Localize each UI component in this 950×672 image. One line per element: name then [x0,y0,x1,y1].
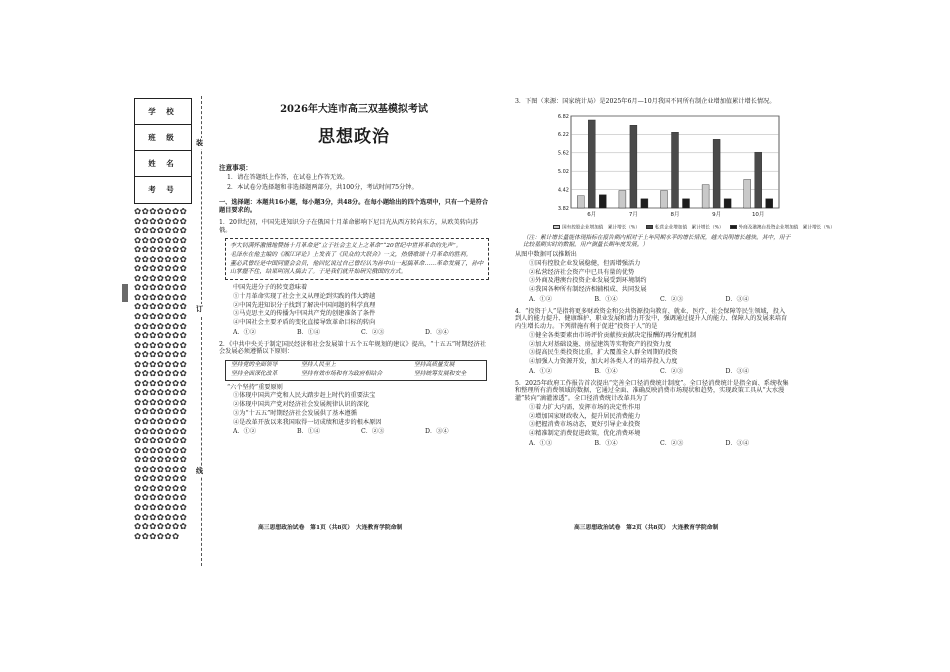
bar-state-owned [744,179,751,208]
chart-note: （注：累计增长量能体现指标在报告期内相对于上年同期水平的增长情况，越大说明增长越快。其中，用于比较基期实时的数据。用户测量长期年度发展。） [523,234,791,248]
table-cell: 坚持全面深化改革 [231,371,278,378]
y-tick-label: 3.82 [557,205,569,212]
y-tick-label: 6.82 [557,113,569,120]
bar-foreign [599,195,606,208]
binding-mark-xian: 线 [196,466,203,475]
question-5-stem: 5．2025年政府工作报告首次提出“完善全口径消费统计制度”。全口径消费统计是指全面、系统收集和整理所有消费领域的数据，它通过全面、准确反映消费市场现状和趋势，实现政策工具从“大水漫灌”转向“滴灌渗透”。全口径消费统计改革具为了 [515,379,789,402]
bar-private [755,152,762,208]
table-cell: 坚持人民至上 [300,362,336,369]
bar-private [588,120,595,208]
answer-c: C．②③ [361,328,385,336]
table-cell: 坚持高质量发展 [413,362,455,369]
exam-number-field: 考 号 [148,185,178,195]
legend-swatch [553,225,560,229]
question-4-stem: 4．“投资于人”是指将更多财政资金和公共资源投向教育、就业、医疗、社会保障等民生领域，投入到人的能力提升、健康维护、职业发展和潜力开发中，强调通过提升人的能力、保障人的发展来培育内生增长动力。下列措施有利于促进“投资于人”的是 [515,307,788,330]
x-tick-label: 6月 [587,211,597,218]
legend-label: 外商及港澳台投资企业增加值 累计增长（%） [738,225,835,230]
option-statement: ④加强人力资源开发，加大对各类人才的培养投入力度 [529,358,678,365]
answer-choices [219,329,489,337]
option-statement: ①十月革命实现了社会主义从理论到实践的伟大跨越 [233,292,376,300]
answer-c: C．②③ [660,439,684,447]
question-1-lead: 中国先进分子的转变意味着 [233,284,308,292]
option-statement: ②加大对基础设施、房屋建筑等实物资产的投资力度 [529,340,672,348]
answer-a: A．①② [529,295,553,303]
option-statement: ④中国社会主要矛盾的变化直接导致革命目标的转向 [233,319,376,327]
answer-a: A．①② [529,367,553,375]
exam-title: 2026年大连市高三双基模拟考试 [280,104,428,115]
option-statement: ③为“十五五”时期经济社会发展供了基本遵循 [233,409,357,417]
answer-choices [515,296,791,304]
answer-a: A．①③ [529,439,553,447]
binding-column [134,98,192,563]
page-2-footer: 高三思想政治试卷 第2页（共8页） 大连教育学院命制 [574,525,719,531]
notice-heading: 注意事项： [219,163,252,172]
bar-private [672,132,679,208]
school-field: 学 校 [135,99,191,125]
question-2-lead: “六个坚持”重要原则 [227,383,283,391]
x-tick-label: 8月 [670,211,680,218]
option-statement: ①健全各类要素由市场评价贡献按贡献决定报酬的再分配机制 [529,331,697,339]
legend-label: 私营企业增加值 累计增长（%） [654,225,724,230]
binding-mark-zhuang: 装 [196,138,203,147]
bar-foreign [724,199,731,208]
option-statement: ①体现中国共产党和人民大踏步赶上时代的重要法宝 [233,392,376,400]
bar-private [713,139,720,208]
answer-b: B．①④ [594,367,618,375]
option-statement: ④是改革开放以来我国取得一切成绩和进步的根本原因 [233,418,382,426]
notice-item: 2．本试卷分选择题和非选择题两部分，共100分，考试时间75分钟。 [227,183,418,191]
answer-choices [515,440,791,448]
legend-swatch [646,225,653,229]
option-statement: ③外商及港澳台投资企业发展受到环境制约 [529,277,647,285]
table-cell: 坚持统筹发展和安全 [413,371,467,378]
class-field: 班 级 [135,125,191,151]
legend-label: 国有控股企业增加值 累计增长（%） [562,225,640,230]
chart-legend [553,225,835,231]
bar-state-owned [577,195,584,207]
notice-item: 1．请在答题纸上作答，在试卷上作答无效。 [227,173,349,181]
answer-c: C．②③ [361,428,385,436]
option-statement: ②私营经济社会资产中已具有量的优势 [529,268,635,276]
y-tick-label: 4.42 [557,187,569,194]
option-statement: ③把握消费市场动态，更好引导企业投资 [529,421,641,429]
quote-line: 李大钊满怀激情地赞扬十月革命是“立于社会主义上之革命”“20世纪中世界革命的先声”。 [230,243,462,250]
binding-mark-ding: 订 [196,304,203,313]
name-field: 姓 名 [135,151,191,177]
table-row [226,361,487,371]
answer-d: D．③④ [725,367,750,375]
answer-b: B．①④ [594,295,618,303]
decorative-flower-border: ✿✿✿✿✿✿✿✿✿✿✿✿✿✿✿✿✿✿✿✿✿✿✿✿✿✿✿✿✿✿✿✿✿✿✿✿✿✿✿✿✿✿✿✿✿✿✿✿✿✿✿✿✿✿✿✿✿✿✿✿✿✿✿✿✿✿✿✿✿✿✿✿✿✿✿✿✿✿✿✿✿✿✿✿✿✿✿✿✿✿✿✿✿✿✿✿✿✿✿✿✿✿✿✿✿✿✿✿✿✿✿✿✿✿✿✿✿✿✿✿✿✿✿✿✿✿✿✿✿✿✿✿✿✿✿✿✿✿✿✿✿✿✿✿✿✿✿✿✿✿✿✿✿✿✿✿✿✿✿✿✿✿✿✿✿✿✿✿✿✿✿✿✿✿✿✿✿✿✿✿✿✿✿✿✿✿✿✿✿✿✿✿✿✿✿✿✿✿✿✿✿✿✿✿✿✿✿✿✿✿✿✿✿✿✿✿✿✿✿✿✿✿✿✿✿✿✿✿✿✿✿✿✿✿✿✿✿✿✿✿✿✿✿✿ [134,208,188,542]
option-statement: ①国有控股企业发展稳健，但需增强活力 [529,259,641,267]
x-tick-label: 10月 [751,211,765,218]
question-1-quote-box [225,238,489,280]
bar-state-owned [619,190,626,207]
option-statement: ②体现中国共产党对经济社会发展规律认识的深化 [233,401,370,409]
option-statement: ③马克思主义的传播为中国共产党的创建准备了条件 [233,310,376,318]
growth-chart [547,112,835,232]
option-statement: ②中国先进知识分子找到了解决中国问题的科学真理 [233,301,376,309]
page-1-footer: 高三思想政治试卷 第1页（共8页） 大连教育学院命制 [258,525,403,531]
answer-b: B．①④ [297,428,321,436]
table-row [226,370,487,380]
section-heading: 一、选择题：本题共16小题，每小题3分，共48分。在每小题给出的四个选项中，只有一个是符合题目要求的。 [219,199,489,215]
legend-item [730,225,835,231]
option-statement: ②增加国家财政收入，提升居民消费能力 [529,412,641,420]
x-tick-label: 9月 [712,211,722,218]
x-tick-label: 7月 [628,211,638,218]
principles-table [225,360,487,380]
bar-foreign [683,199,690,208]
answer-a: A．①② [233,428,257,436]
question-3-lead: 从图中数据可以推断出 [515,251,577,258]
answer-a: A．①② [233,328,257,336]
answer-d: D．③④ [425,428,449,436]
bar-state-owned [661,190,668,207]
bar-foreign [641,199,648,208]
bar-state-owned [702,184,709,207]
question-3-stem: 3．下图（来源：国家统计局）是2025年6月—10月我国不同所有制企业增加值累计增长情况。 [515,98,776,105]
y-tick-label: 5.02 [557,168,569,175]
table-cell: 坚持党的全面领导 [231,362,278,369]
answer-d: D．③④ [725,295,750,303]
option-statement: ①着力扩大内需，发挥市场的决定性作用 [529,403,641,411]
growth-chart-svg [547,112,792,220]
quote-line: 毛泽东在他主编的《湘江评论》上发表了《民众的大联合》一文，热情歌颂十月革命的胜利。 [230,252,472,259]
legend-item [553,225,640,231]
answer-d: D．③④ [725,439,750,447]
answer-b: B．①④ [297,328,321,336]
option-statement: ③提高民生类投资比重，扩大覆盖全人群全周期的投资 [529,349,678,357]
bar-private [630,125,637,208]
y-tick-label: 5.62 [557,150,569,157]
answer-c: C．②③ [660,295,684,303]
answer-b: B．①④ [594,439,618,447]
answer-d: D．③④ [425,328,449,336]
binding-dashed-line [201,96,202,566]
bar-foreign [766,199,773,208]
quote-line: 董必武曾经是中国同盟会会员，他回忆说过自己曾经认为孙中山一起搞革命……革命发展了，孙中山掌握不住，结果叫别人搞去了。于是我们就开始研究俄国的方式。 [230,260,484,275]
y-tick-label: 6.22 [557,131,569,138]
question-2-stem: 2．《中共中央关于制定国民经济和社会发展第十五个五年规划的建议》提出，“十五五”时期经济社会发展必须遵循以下原则： [219,340,487,356]
option-statement: ④我国各种所有制经济相辅相成、共同发展 [529,286,647,293]
student-info-box [134,98,192,204]
answer-c: C．②③ [660,367,684,375]
option-statement: ④精准制定消费促进政策，优化消费环境 [529,430,641,437]
legend-swatch [730,225,737,229]
question-1-stem: 1．20世纪初，中国先进知识分子在俄国十月革命影响下尼目光从西方转向东方，从欧美转向苏俄。 [219,218,479,234]
page-2 [515,98,835,448]
legend-item [646,225,724,231]
answer-choices [515,368,791,376]
page-1 [219,98,489,436]
binding-tab [122,284,128,302]
subject-title: 思想政治 [318,126,390,147]
answer-choices [219,428,489,436]
table-cell: 坚持有效市场和有为政府相结合 [300,371,383,378]
